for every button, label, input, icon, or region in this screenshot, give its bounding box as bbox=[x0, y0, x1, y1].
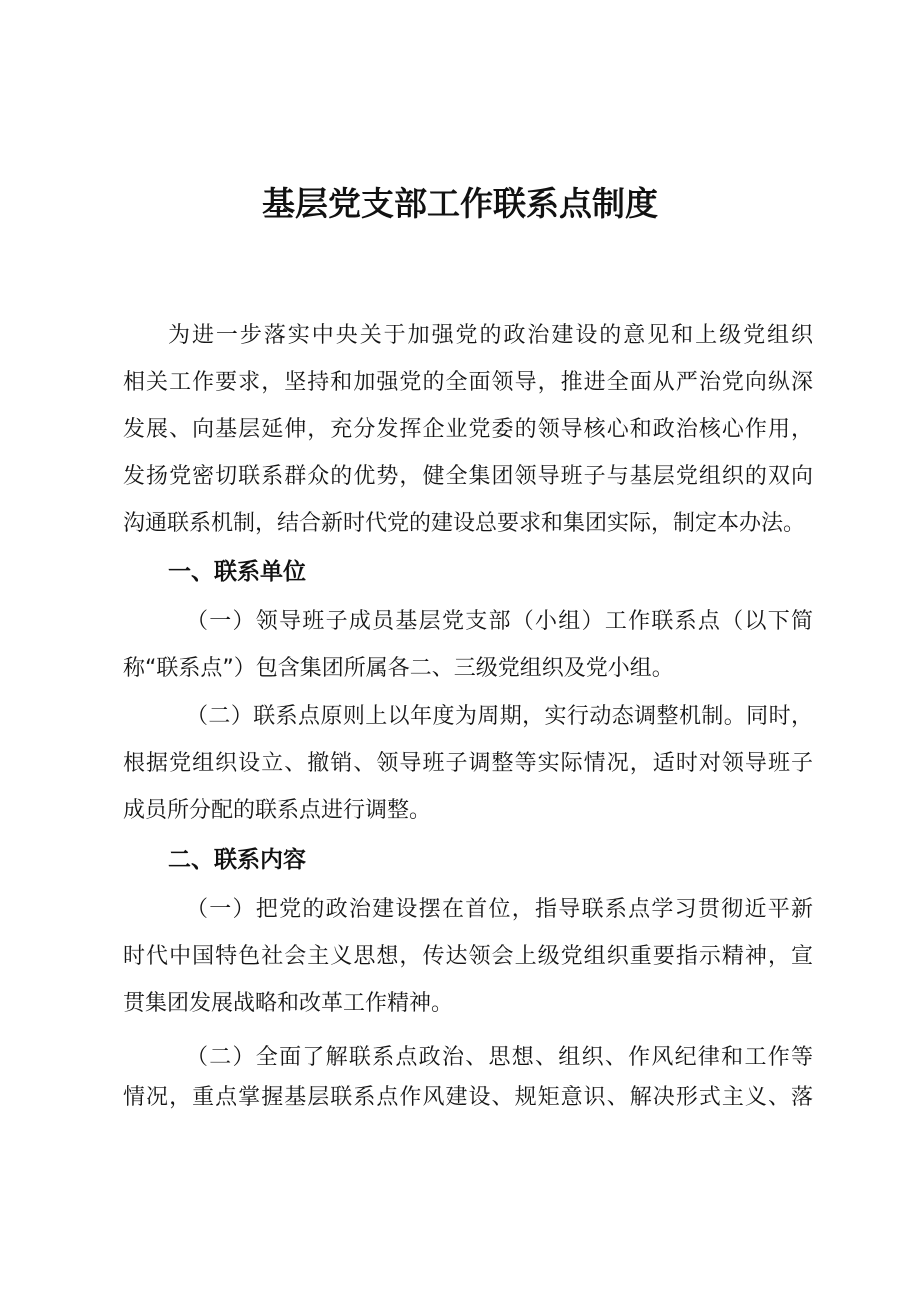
paragraph-line: 称“联系点”）包含集团所属各二、三级党组织及党小组。 bbox=[123, 656, 674, 681]
paragraph-line: 相关工作要求，坚持和加强党的全面领导，推进全面从严治党向纵深 bbox=[123, 370, 813, 395]
paragraph-line: （一）领导班子成员基层党支部（小组）工作联系点（以下简 bbox=[186, 609, 813, 634]
document-title: 基层党支部工作联系点制度 bbox=[262, 184, 658, 223]
section1-item2-paragraph bbox=[123, 693, 813, 834]
paragraph-line: 成员所分配的联系点进行调整。 bbox=[123, 798, 432, 823]
section2-item1-paragraph bbox=[123, 886, 813, 1027]
paragraph-line: 发扬党密切联系群众的优势，健全集团领导班子与基层党组织的双向 bbox=[123, 464, 813, 489]
paragraph-line: 根据党组织设立、撤销、领导班子调整等实际情况，适时对领导班子 bbox=[123, 751, 813, 776]
intro-paragraph bbox=[123, 312, 813, 547]
paragraph-line: 贯集团发展战略和改革工作精神。 bbox=[123, 991, 454, 1016]
section-heading-contact-content: 二、联系内容 bbox=[168, 847, 306, 873]
paragraph-line: 为进一步落实中央关于加强党的政治建设的意见和上级党组织 bbox=[168, 323, 813, 348]
paragraph-line: 发展、向基层延伸，充分发挥企业党委的领导核心和政治核心作用， bbox=[123, 417, 813, 442]
paragraph-line: 情况，重点掌握基层联系点作风建设、规矩意识、解决形式主义、落 bbox=[123, 1085, 813, 1110]
paragraph-line: （一）把党的政治建设摆在首位，指导联系点学习贯彻近平新 bbox=[186, 897, 813, 922]
paragraph-line: 时代中国特色社会主义思想，传达领会上级党组织重要指示精神，宣 bbox=[123, 944, 813, 969]
section-heading-contact-units: 一、联系单位 bbox=[168, 559, 306, 585]
paragraph-line: （二）联系点原则上以年度为周期，实行动态调整机制。同时， bbox=[186, 704, 813, 729]
section2-item2-paragraph bbox=[123, 1038, 813, 1118]
paragraph-line: 沟通联系机制，结合新时代党的建设总要求和集团实际，制定本办法。 bbox=[123, 511, 806, 536]
section1-item1-paragraph bbox=[123, 598, 813, 692]
paragraph-line: （二）全面了解联系点政治、思想、组织、作风纪律和工作等 bbox=[186, 1045, 813, 1070]
